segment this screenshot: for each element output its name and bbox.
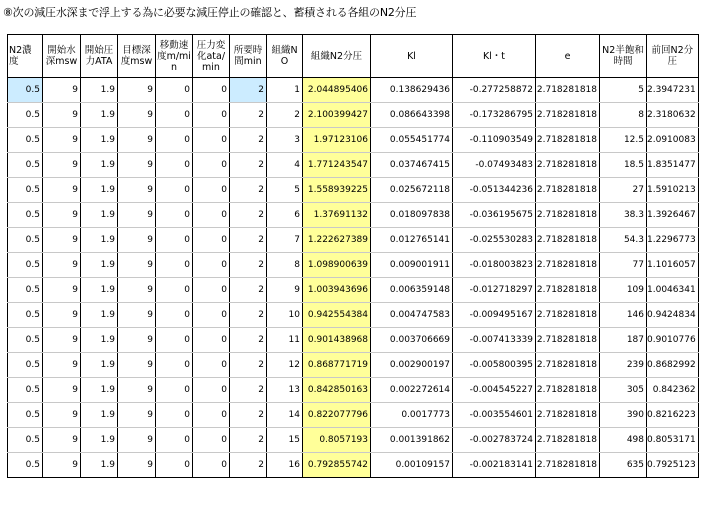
table-row bbox=[8, 453, 699, 478]
pressure-change-cell[interactable]: 0 bbox=[193, 428, 230, 453]
table-row bbox=[8, 228, 699, 253]
e-cell[interactable]: 2.718281818 bbox=[536, 378, 600, 403]
tissue-no-cell[interactable]: 16 bbox=[267, 453, 303, 478]
start-depth-cell[interactable]: 9 bbox=[43, 403, 81, 428]
e-cell[interactable]: 2.718281818 bbox=[536, 428, 600, 453]
target-depth-cell[interactable]: 9 bbox=[118, 278, 156, 303]
kl-cell[interactable]: 0.055451774 bbox=[371, 128, 453, 153]
start-pressure-cell[interactable]: 1.9 bbox=[81, 103, 118, 128]
pressure-change-cell[interactable]: 0 bbox=[193, 353, 230, 378]
start-pressure-cell[interactable]: 1.9 bbox=[81, 178, 118, 203]
start-pressure-cell[interactable]: 1.9 bbox=[81, 153, 118, 178]
n2-concentration-cell[interactable]: 0.5 bbox=[8, 78, 43, 103]
tissue-no-cell[interactable]: 3 bbox=[267, 128, 303, 153]
previous-n2-pressure-cell[interactable]: 1.0046341 bbox=[647, 278, 699, 303]
kl-cell[interactable]: 0.018097838 bbox=[371, 203, 453, 228]
start-pressure-cell[interactable]: 1.9 bbox=[81, 378, 118, 403]
previous-n2-pressure-cell[interactable]: 1.5910213 bbox=[647, 178, 699, 203]
n2-concentration-cell[interactable]: 0.5 bbox=[8, 328, 43, 353]
start-depth-cell[interactable]: 9 bbox=[43, 328, 81, 353]
tissue-no-cell[interactable]: 7 bbox=[267, 228, 303, 253]
tissue-no-cell[interactable]: 1 bbox=[267, 78, 303, 103]
kl-cell[interactable]: 0.00109157 bbox=[371, 453, 453, 478]
duration-cell[interactable]: 2 bbox=[230, 428, 267, 453]
duration-cell[interactable]: 2 bbox=[230, 78, 267, 103]
target-depth-cell[interactable]: 9 bbox=[118, 153, 156, 178]
duration-cell[interactable]: 2 bbox=[230, 278, 267, 303]
tissue-n2-pressure-cell[interactable]: 1.558939225 bbox=[303, 178, 371, 203]
pressure-change-cell[interactable]: 0 bbox=[193, 178, 230, 203]
tissue-n2-pressure-cell[interactable]: 0.842850163 bbox=[303, 378, 371, 403]
n2-half-time-cell[interactable]: 38.3 bbox=[600, 203, 647, 228]
kl-t-cell[interactable]: -0.018003823 bbox=[453, 253, 536, 278]
duration-cell[interactable]: 2 bbox=[230, 203, 267, 228]
n2-pressure-table bbox=[7, 34, 699, 478]
n2-concentration-cell[interactable]: 0.5 bbox=[8, 103, 43, 128]
tissue-no-cell[interactable]: 14 bbox=[267, 403, 303, 428]
e-cell[interactable]: 2.718281818 bbox=[536, 153, 600, 178]
previous-n2-pressure-cell[interactable]: 0.842362 bbox=[647, 378, 699, 403]
tissue-n2-pressure-cell[interactable]: 1.222627389 bbox=[303, 228, 371, 253]
tissue-n2-pressure-cell[interactable]: 2.044895406 bbox=[303, 78, 371, 103]
start-pressure-cell[interactable]: 1.9 bbox=[81, 353, 118, 378]
n2-concentration-cell[interactable]: 0.5 bbox=[8, 378, 43, 403]
start-pressure-cell[interactable]: 1.9 bbox=[81, 303, 118, 328]
duration-cell[interactable]: 2 bbox=[230, 253, 267, 278]
n2-half-time-cell[interactable]: 54.3 bbox=[600, 228, 647, 253]
target-depth-cell[interactable]: 9 bbox=[118, 178, 156, 203]
tissue-n2-pressure-cell[interactable]: 0.822077796 bbox=[303, 403, 371, 428]
travel-rate-cell[interactable]: 0 bbox=[156, 403, 193, 428]
n2-concentration-cell[interactable]: 0.5 bbox=[8, 253, 43, 278]
travel-rate-cell[interactable]: 0 bbox=[156, 228, 193, 253]
previous-n2-pressure-cell[interactable]: 1.2296773 bbox=[647, 228, 699, 253]
table-row bbox=[8, 128, 699, 153]
pressure-change-cell[interactable]: 0 bbox=[193, 228, 230, 253]
duration-cell[interactable]: 2 bbox=[230, 303, 267, 328]
kl-cell[interactable]: 0.086643398 bbox=[371, 103, 453, 128]
travel-rate-cell[interactable]: 0 bbox=[156, 153, 193, 178]
start-depth-cell[interactable]: 9 bbox=[43, 128, 81, 153]
start-depth-cell[interactable]: 9 bbox=[43, 428, 81, 453]
start-depth-cell[interactable]: 9 bbox=[43, 378, 81, 403]
header-start-depth[interactable]: 開始水深msw bbox=[43, 35, 81, 78]
table-row bbox=[8, 378, 699, 403]
table-row bbox=[8, 103, 699, 128]
target-depth-cell[interactable]: 9 bbox=[118, 253, 156, 278]
e-cell[interactable]: 2.718281818 bbox=[536, 78, 600, 103]
table-row bbox=[8, 278, 699, 303]
n2-half-time-cell[interactable]: 305 bbox=[600, 378, 647, 403]
table-row bbox=[8, 353, 699, 378]
start-depth-cell[interactable]: 9 bbox=[43, 353, 81, 378]
n2-concentration-cell[interactable]: 0.5 bbox=[8, 153, 43, 178]
travel-rate-cell[interactable]: 0 bbox=[156, 128, 193, 153]
travel-rate-cell[interactable]: 0 bbox=[156, 328, 193, 353]
pressure-change-cell[interactable]: 0 bbox=[193, 203, 230, 228]
n2-concentration-cell[interactable]: 0.5 bbox=[8, 278, 43, 303]
kl-cell[interactable]: 0.025672118 bbox=[371, 178, 453, 203]
n2-concentration-cell[interactable]: 0.5 bbox=[8, 353, 43, 378]
start-pressure-cell[interactable]: 1.9 bbox=[81, 428, 118, 453]
travel-rate-cell[interactable]: 0 bbox=[156, 253, 193, 278]
header-n2-concentration[interactable]: N2濃度 bbox=[8, 35, 43, 78]
kl-t-cell[interactable]: -0.173286795 bbox=[453, 103, 536, 128]
previous-n2-pressure-cell[interactable]: 1.1016057 bbox=[647, 253, 699, 278]
duration-cell[interactable]: 2 bbox=[230, 228, 267, 253]
header-tissue-n2-pressure[interactable]: 組織N2分圧 bbox=[303, 35, 371, 78]
n2-concentration-cell[interactable]: 0.5 bbox=[8, 303, 43, 328]
kl-cell[interactable]: 0.003706669 bbox=[371, 328, 453, 353]
pressure-change-cell[interactable]: 0 bbox=[193, 328, 230, 353]
target-depth-cell[interactable]: 9 bbox=[118, 128, 156, 153]
kl-cell[interactable]: 0.012765141 bbox=[371, 228, 453, 253]
travel-rate-cell[interactable]: 0 bbox=[156, 378, 193, 403]
travel-rate-cell[interactable]: 0 bbox=[156, 203, 193, 228]
duration-cell[interactable]: 2 bbox=[230, 353, 267, 378]
duration-cell[interactable]: 2 bbox=[230, 453, 267, 478]
tissue-no-cell[interactable]: 4 bbox=[267, 153, 303, 178]
duration-cell[interactable]: 2 bbox=[230, 403, 267, 428]
e-cell[interactable]: 2.718281818 bbox=[536, 453, 600, 478]
start-depth-cell[interactable]: 9 bbox=[43, 303, 81, 328]
kl-t-cell[interactable]: -0.005800395 bbox=[453, 353, 536, 378]
kl-t-cell[interactable]: -0.277258872 bbox=[453, 78, 536, 103]
table-row bbox=[8, 203, 699, 228]
target-depth-cell[interactable]: 9 bbox=[118, 453, 156, 478]
n2-concentration-cell[interactable]: 0.5 bbox=[8, 403, 43, 428]
start-pressure-cell[interactable]: 1.9 bbox=[81, 328, 118, 353]
duration-cell[interactable]: 2 bbox=[230, 103, 267, 128]
tissue-n2-pressure-cell[interactable]: 2.100399427 bbox=[303, 103, 371, 128]
start-depth-cell[interactable]: 9 bbox=[43, 103, 81, 128]
tissue-no-cell[interactable]: 9 bbox=[267, 278, 303, 303]
n2-half-time-cell[interactable]: 18.5 bbox=[600, 153, 647, 178]
n2-half-time-cell[interactable]: 27 bbox=[600, 178, 647, 203]
header-start-pressure[interactable]: 開始圧力ATA bbox=[81, 35, 118, 78]
start-pressure-cell[interactable]: 1.9 bbox=[81, 203, 118, 228]
header-row bbox=[8, 35, 699, 78]
tissue-no-cell[interactable]: 2 bbox=[267, 103, 303, 128]
travel-rate-cell[interactable]: 0 bbox=[156, 453, 193, 478]
start-depth-cell[interactable]: 9 bbox=[43, 203, 81, 228]
e-cell[interactable]: 2.718281818 bbox=[536, 253, 600, 278]
kl-t-cell[interactable]: -0.009495167 bbox=[453, 303, 536, 328]
pressure-change-cell[interactable]: 0 bbox=[193, 128, 230, 153]
previous-n2-pressure-cell[interactable]: 0.8216223 bbox=[647, 403, 699, 428]
duration-cell[interactable]: 2 bbox=[230, 378, 267, 403]
target-depth-cell[interactable]: 9 bbox=[118, 403, 156, 428]
previous-n2-pressure-cell[interactable]: 1.3926467 bbox=[647, 203, 699, 228]
kl-cell[interactable]: 0.006359148 bbox=[371, 278, 453, 303]
kl-t-cell[interactable]: -0.007413339 bbox=[453, 328, 536, 353]
target-depth-cell[interactable]: 9 bbox=[118, 328, 156, 353]
kl-t-cell[interactable]: -0.025530283 bbox=[453, 228, 536, 253]
tissue-no-cell[interactable]: 5 bbox=[267, 178, 303, 203]
kl-t-cell[interactable]: -0.036195675 bbox=[453, 203, 536, 228]
tissue-n2-pressure-cell[interactable]: 0.8057193 bbox=[303, 428, 371, 453]
target-depth-cell[interactable]: 9 bbox=[118, 103, 156, 128]
e-cell[interactable]: 2.718281818 bbox=[536, 178, 600, 203]
start-depth-cell[interactable]: 9 bbox=[43, 453, 81, 478]
header-n2-half-time[interactable]: N2半飽和時間 bbox=[600, 35, 647, 78]
kl-cell[interactable]: 0.009001911 bbox=[371, 253, 453, 278]
pressure-change-cell[interactable]: 0 bbox=[193, 303, 230, 328]
n2-half-time-cell[interactable]: 187 bbox=[600, 328, 647, 353]
kl-t-cell[interactable]: -0.012718297 bbox=[453, 278, 536, 303]
table-row bbox=[8, 153, 699, 178]
tissue-no-cell[interactable]: 13 bbox=[267, 378, 303, 403]
tissue-n2-pressure-cell[interactable]: 1.003943696 bbox=[303, 278, 371, 303]
start-depth-cell[interactable]: 9 bbox=[43, 178, 81, 203]
pressure-change-cell[interactable]: 0 bbox=[193, 278, 230, 303]
n2-half-time-cell[interactable]: 498 bbox=[600, 428, 647, 453]
table-body bbox=[8, 78, 699, 478]
n2-half-time-cell[interactable]: 239 bbox=[600, 353, 647, 378]
e-cell[interactable]: 2.718281818 bbox=[536, 203, 600, 228]
kl-t-cell[interactable]: -0.051344236 bbox=[453, 178, 536, 203]
start-pressure-cell[interactable]: 1.9 bbox=[81, 278, 118, 303]
kl-cell[interactable]: 0.0017773 bbox=[371, 403, 453, 428]
pressure-change-cell[interactable]: 0 bbox=[193, 78, 230, 103]
pressure-change-cell[interactable]: 0 bbox=[193, 453, 230, 478]
tissue-no-cell[interactable]: 12 bbox=[267, 353, 303, 378]
tissue-n2-pressure-cell[interactable]: 1.97123106 bbox=[303, 128, 371, 153]
kl-cell[interactable]: 0.138629436 bbox=[371, 78, 453, 103]
header-kl-t[interactable]: Kl・t bbox=[453, 35, 536, 78]
previous-n2-pressure-cell[interactable]: 2.3947231 bbox=[647, 78, 699, 103]
kl-cell[interactable]: 0.001391862 bbox=[371, 428, 453, 453]
target-depth-cell[interactable]: 9 bbox=[118, 353, 156, 378]
kl-t-cell[interactable]: -0.002783724 bbox=[453, 428, 536, 453]
duration-cell[interactable]: 2 bbox=[230, 153, 267, 178]
n2-concentration-cell[interactable]: 0.5 bbox=[8, 128, 43, 153]
table-row bbox=[8, 78, 699, 103]
n2-concentration-cell[interactable]: 0.5 bbox=[8, 428, 43, 453]
start-pressure-cell[interactable]: 1.9 bbox=[81, 453, 118, 478]
n2-half-time-cell[interactable]: 77 bbox=[600, 253, 647, 278]
n2-half-time-cell[interactable]: 109 bbox=[600, 278, 647, 303]
table-row bbox=[8, 303, 699, 328]
header-previous-n2-pressure[interactable]: 前回N2分圧 bbox=[647, 35, 699, 78]
start-pressure-cell[interactable]: 1.9 bbox=[81, 403, 118, 428]
header-target-depth[interactable]: 目標深度msw bbox=[118, 35, 156, 78]
travel-rate-cell[interactable]: 0 bbox=[156, 303, 193, 328]
table-row bbox=[8, 428, 699, 453]
e-cell[interactable]: 2.718281818 bbox=[536, 403, 600, 428]
travel-rate-cell[interactable]: 0 bbox=[156, 278, 193, 303]
tissue-n2-pressure-cell[interactable]: 1.771243547 bbox=[303, 153, 371, 178]
tissue-n2-pressure-cell[interactable]: 0.942554384 bbox=[303, 303, 371, 328]
previous-n2-pressure-cell[interactable]: 0.9424834 bbox=[647, 303, 699, 328]
start-depth-cell[interactable]: 9 bbox=[43, 228, 81, 253]
n2-half-time-cell[interactable]: 390 bbox=[600, 403, 647, 428]
previous-n2-pressure-cell[interactable]: 0.8053171 bbox=[647, 428, 699, 453]
tissue-no-cell[interactable]: 6 bbox=[267, 203, 303, 228]
pressure-change-cell[interactable]: 0 bbox=[193, 103, 230, 128]
e-cell[interactable]: 2.718281818 bbox=[536, 328, 600, 353]
travel-rate-cell[interactable]: 0 bbox=[156, 178, 193, 203]
travel-rate-cell[interactable]: 0 bbox=[156, 78, 193, 103]
duration-cell[interactable]: 2 bbox=[230, 178, 267, 203]
n2-half-time-cell[interactable]: 12.5 bbox=[600, 128, 647, 153]
table-row bbox=[8, 253, 699, 278]
e-cell[interactable]: 2.718281818 bbox=[536, 303, 600, 328]
previous-n2-pressure-cell[interactable]: 0.9010776 bbox=[647, 328, 699, 353]
previous-n2-pressure-cell[interactable]: 0.8682992 bbox=[647, 353, 699, 378]
duration-cell[interactable]: 2 bbox=[230, 128, 267, 153]
n2-half-time-cell[interactable]: 635 bbox=[600, 453, 647, 478]
start-depth-cell[interactable]: 9 bbox=[43, 278, 81, 303]
previous-n2-pressure-cell[interactable]: 2.3180632 bbox=[647, 103, 699, 128]
start-depth-cell[interactable]: 9 bbox=[43, 153, 81, 178]
table-row bbox=[8, 178, 699, 203]
n2-concentration-cell[interactable]: 0.5 bbox=[8, 453, 43, 478]
n2-half-time-cell[interactable]: 8 bbox=[600, 103, 647, 128]
e-cell[interactable]: 2.718281818 bbox=[536, 228, 600, 253]
kl-t-cell[interactable]: -0.003554601 bbox=[453, 403, 536, 428]
pressure-change-cell[interactable]: 0 bbox=[193, 378, 230, 403]
target-depth-cell[interactable]: 9 bbox=[118, 78, 156, 103]
kl-cell[interactable]: 0.002272614 bbox=[371, 378, 453, 403]
target-depth-cell[interactable]: 9 bbox=[118, 303, 156, 328]
header-kl[interactable]: Kl bbox=[371, 35, 453, 78]
e-cell[interactable]: 2.718281818 bbox=[536, 278, 600, 303]
n2-concentration-cell[interactable]: 0.5 bbox=[8, 228, 43, 253]
header-travel-rate[interactable]: 移動速度m/min bbox=[156, 35, 193, 78]
start-depth-cell[interactable]: 9 bbox=[43, 78, 81, 103]
start-pressure-cell[interactable]: 1.9 bbox=[81, 228, 118, 253]
target-depth-cell[interactable]: 9 bbox=[118, 203, 156, 228]
previous-n2-pressure-cell[interactable]: 2.0910083 bbox=[647, 128, 699, 153]
target-depth-cell[interactable]: 9 bbox=[118, 228, 156, 253]
previous-n2-pressure-cell[interactable]: 1.8351477 bbox=[647, 153, 699, 178]
previous-n2-pressure-cell[interactable]: 0.7925123 bbox=[647, 453, 699, 478]
kl-t-cell[interactable]: -0.004545227 bbox=[453, 378, 536, 403]
header-e[interactable]: e bbox=[536, 35, 600, 78]
pressure-change-cell[interactable]: 0 bbox=[193, 403, 230, 428]
sheet-title: ⑧次の減圧水深まで浮上する為に必要な減圧停止の確認と、蓄積される各組のN2分圧 bbox=[3, 6, 417, 19]
tissue-no-cell[interactable]: 11 bbox=[267, 328, 303, 353]
start-pressure-cell[interactable]: 1.9 bbox=[81, 128, 118, 153]
kl-cell[interactable]: 0.037467415 bbox=[371, 153, 453, 178]
tissue-no-cell[interactable]: 15 bbox=[267, 428, 303, 453]
kl-t-cell[interactable]: -0.110903549 bbox=[453, 128, 536, 153]
tissue-no-cell[interactable]: 8 bbox=[267, 253, 303, 278]
tissue-n2-pressure-cell[interactable]: 0.792855742 bbox=[303, 453, 371, 478]
travel-rate-cell[interactable]: 0 bbox=[156, 103, 193, 128]
target-depth-cell[interactable]: 9 bbox=[118, 378, 156, 403]
travel-rate-cell[interactable]: 0 bbox=[156, 353, 193, 378]
tissue-no-cell[interactable]: 10 bbox=[267, 303, 303, 328]
tissue-n2-pressure-cell[interactable]: 0.868771719 bbox=[303, 353, 371, 378]
pressure-change-cell[interactable]: 0 bbox=[193, 153, 230, 178]
n2-half-time-cell[interactable]: 5 bbox=[600, 78, 647, 103]
header-duration[interactable]: 所要時間min bbox=[230, 35, 267, 78]
kl-cell[interactable]: 0.002900197 bbox=[371, 353, 453, 378]
n2-concentration-cell[interactable]: 0.5 bbox=[8, 203, 43, 228]
kl-t-cell[interactable]: -0.002183141 bbox=[453, 453, 536, 478]
e-cell[interactable]: 2.718281818 bbox=[536, 353, 600, 378]
tissue-n2-pressure-cell[interactable]: 1.37691132 bbox=[303, 203, 371, 228]
travel-rate-cell[interactable]: 0 bbox=[156, 428, 193, 453]
table-row bbox=[8, 328, 699, 353]
n2-concentration-cell[interactable]: 0.5 bbox=[8, 178, 43, 203]
start-pressure-cell[interactable]: 1.9 bbox=[81, 253, 118, 278]
pressure-change-cell[interactable]: 0 bbox=[193, 253, 230, 278]
header-pressure-change[interactable]: 圧力変化ata/min bbox=[193, 35, 230, 78]
kl-t-cell[interactable]: -0.07493483 bbox=[453, 153, 536, 178]
e-cell[interactable]: 2.718281818 bbox=[536, 103, 600, 128]
n2-half-time-cell[interactable]: 146 bbox=[600, 303, 647, 328]
tissue-n2-pressure-cell[interactable]: 1.098900639 bbox=[303, 253, 371, 278]
table-row bbox=[8, 403, 699, 428]
kl-cell[interactable]: 0.004747583 bbox=[371, 303, 453, 328]
tissue-n2-pressure-cell[interactable]: 0.901438968 bbox=[303, 328, 371, 353]
e-cell[interactable]: 2.718281818 bbox=[536, 128, 600, 153]
start-depth-cell[interactable]: 9 bbox=[43, 253, 81, 278]
duration-cell[interactable]: 2 bbox=[230, 328, 267, 353]
start-pressure-cell[interactable]: 1.9 bbox=[81, 78, 118, 103]
target-depth-cell[interactable]: 9 bbox=[118, 428, 156, 453]
header-tissue-no[interactable]: 組織NO bbox=[267, 35, 303, 78]
